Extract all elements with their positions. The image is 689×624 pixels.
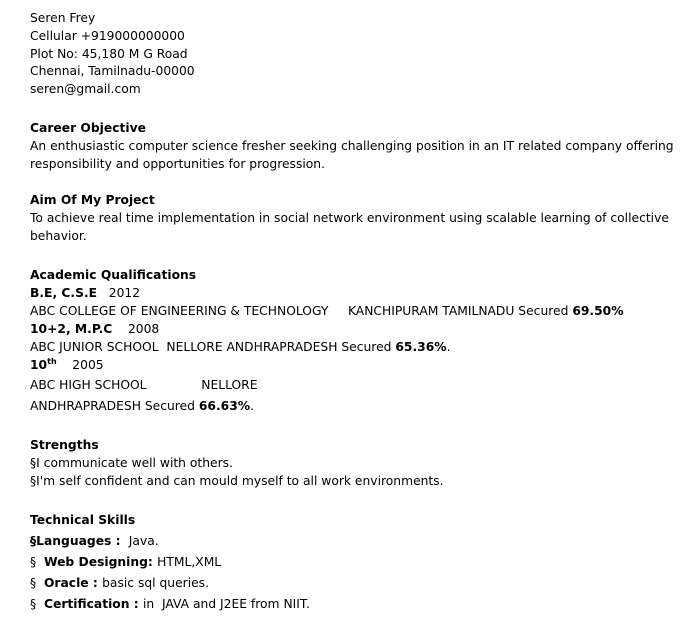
skill-languages-label: §Languages : [30, 534, 125, 548]
tenth-label: 10 [30, 358, 48, 372]
skill-cert-label: Certification : [43, 597, 143, 611]
skill-oracle-label: Oracle : [43, 576, 103, 590]
plus2-school-line [30, 338, 451, 356]
project-aim-text-line2: behavior. [30, 229, 87, 243]
contact-phone: Cellular +919000000000 [30, 29, 185, 43]
contact-address-line1: Plot No: 45,180 M G Road [30, 47, 188, 61]
plus2-suffix: . [446, 340, 451, 354]
plus2-score: 65.36% [395, 340, 447, 354]
skill-web-designing [30, 553, 221, 571]
skill-languages [30, 532, 159, 550]
skill-web-value: HTML,XML [157, 555, 222, 569]
plus2-school: ABC JUNIOR SCHOOL NELLORE ANDHRAPRADESH Secured [30, 340, 396, 354]
tenth-year: 2005 [72, 358, 104, 372]
skills-heading: Technical Skills [30, 513, 136, 527]
strength-item-1: §I communicate well with others. [30, 456, 233, 470]
skill-cert-value: in JAVA and J2EE from NIIT. [142, 597, 310, 611]
project-aim-heading: Aim Of My Project [30, 193, 155, 207]
contact-email: seren@gmail.com [30, 82, 141, 96]
career-objective-text-line1: An enthusiastic computer science fresher seeking challenging position in an IT related company offering [30, 139, 674, 153]
strength-item-2: §I'm self confident and can mould myself to all work environments. [30, 474, 444, 488]
tenth-superscript: th [47, 357, 57, 366]
contact-name: Seren Frey [30, 11, 96, 25]
plus2-year: 2008 [127, 322, 160, 336]
tenth-state-line [30, 397, 254, 415]
skill-web-bullet: § [30, 555, 44, 569]
strengths-heading: Strengths [30, 438, 99, 452]
plus2-degree-line [30, 320, 159, 338]
tenth-school-line: ABC HIGH SCHOOL NELLORE [30, 378, 258, 392]
plus2-degree: 10+2, M.P.C [30, 322, 113, 336]
tenth-score: 66.63% [198, 399, 251, 413]
skill-cert-bullet: § [30, 597, 44, 611]
skill-certification [30, 595, 310, 613]
be-college-line [30, 302, 624, 320]
career-objective-text-line2: responsibility and opportunities for progression. [30, 157, 326, 171]
tenth-state: ANDHRAPRADESH Secured [30, 399, 199, 413]
contact-address-line2: Chennai, Tamilnadu-00000 [30, 64, 195, 78]
be-degree: B.E, C.S.E [30, 286, 98, 300]
skill-web-label: Web Designing: [43, 555, 158, 569]
academic-heading: Academic Qualifications [30, 268, 197, 282]
tenth-suffix: . [250, 399, 254, 413]
career-objective-heading: Career Objective [30, 121, 146, 135]
be-degree-line [30, 284, 140, 302]
skill-languages-value: Java. [124, 534, 159, 548]
be-college: ABC COLLEGE OF ENGINEERING & TECHNOLOGY KANCHIPURAM TAMILNADU Secured [30, 304, 573, 318]
project-aim-text-line1: To achieve real time implementation in social network environment using scalable learning of collective [30, 211, 669, 225]
be-year: 2012 [108, 286, 141, 300]
skill-oracle-bullet: § [30, 576, 44, 590]
skill-oracle-value: basic sql queries. [102, 576, 209, 590]
be-score: 69.50% [572, 304, 624, 318]
tenth-line [30, 356, 104, 374]
skill-oracle [30, 574, 209, 592]
